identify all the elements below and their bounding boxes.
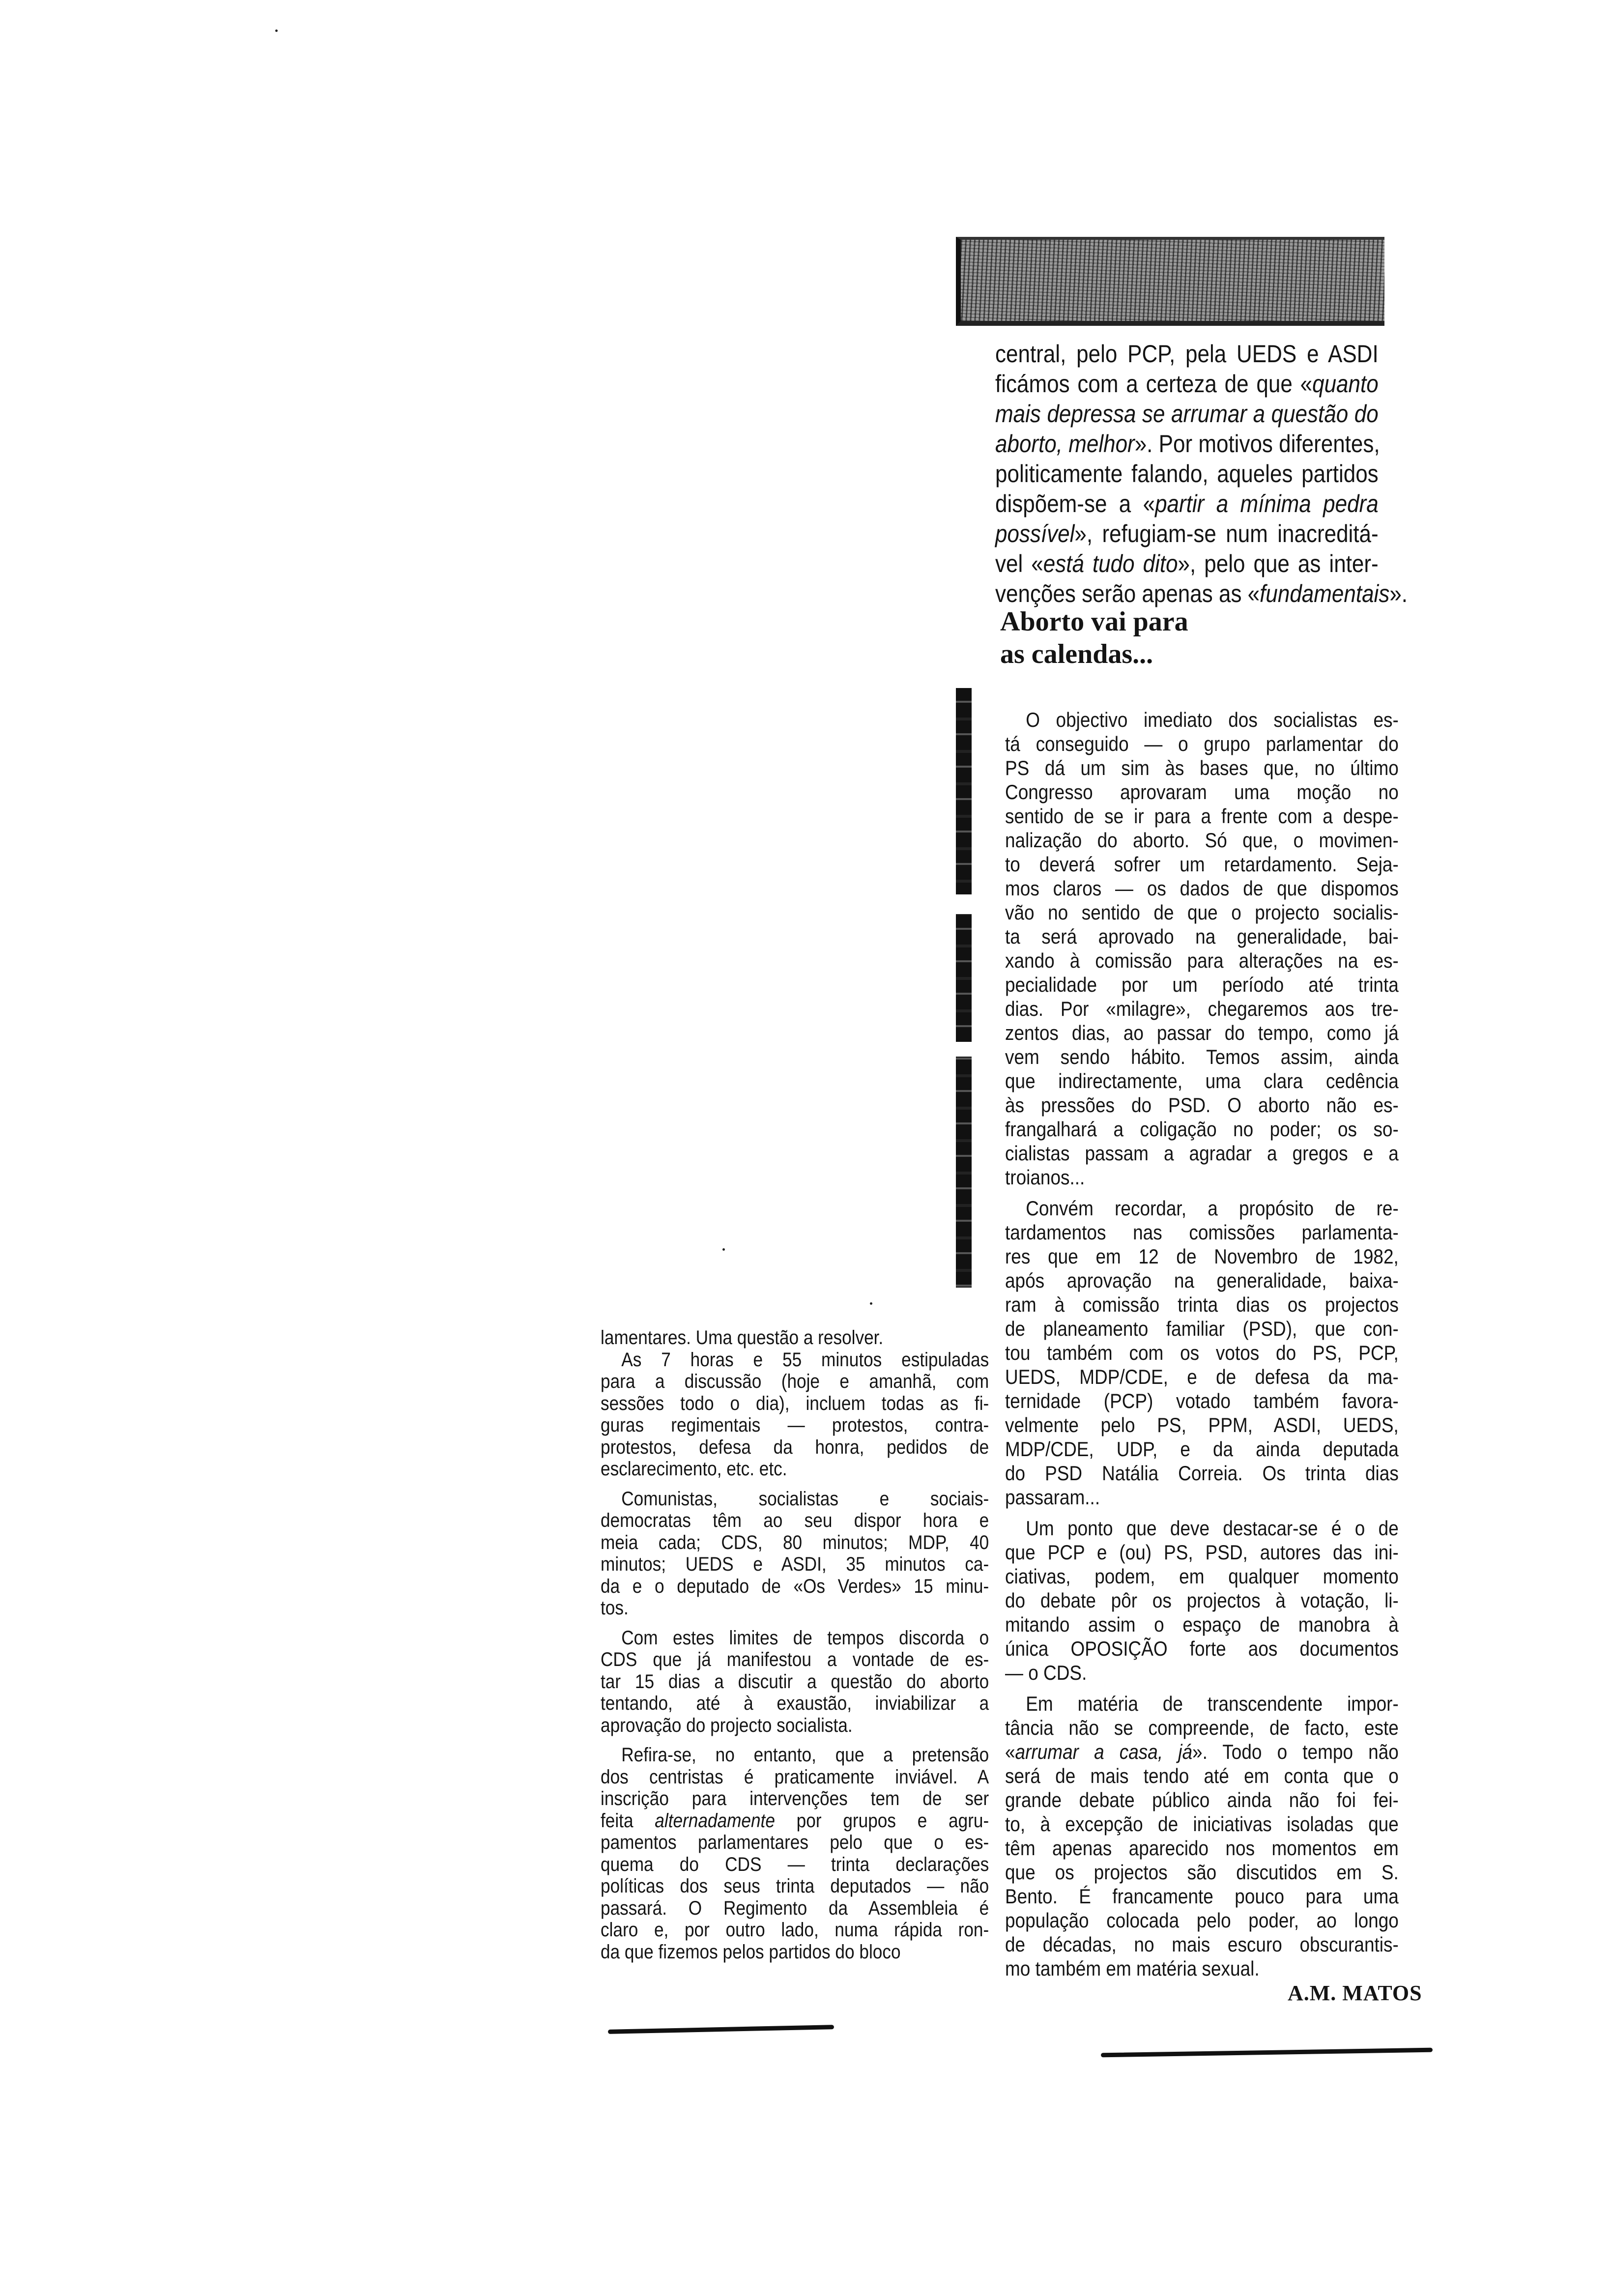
paragraph bbox=[601, 1488, 989, 1619]
text-line bbox=[601, 1693, 989, 1715]
text-line bbox=[1005, 1413, 1399, 1437]
text-line bbox=[995, 519, 1379, 549]
text-line bbox=[601, 1854, 989, 1876]
text-line bbox=[1005, 1812, 1399, 1836]
italic-text: possível bbox=[995, 520, 1075, 547]
text-line bbox=[1005, 780, 1399, 804]
text: Bento. É francamente pouco para uma bbox=[1005, 1885, 1399, 1908]
text: ram à comissão trinta dias os projectos bbox=[1005, 1293, 1399, 1316]
text: que indirectamente, uma clara cedência bbox=[1005, 1069, 1399, 1092]
intro-paragraph-block bbox=[995, 339, 1408, 609]
text-line bbox=[1005, 1389, 1399, 1413]
text: tardamentos nas comissões parlamenta- bbox=[1005, 1221, 1399, 1244]
text: minutos; UEDS e ASDI, 35 minutos ca- bbox=[601, 1553, 989, 1575]
italic-text: arrumar a casa, já bbox=[1015, 1740, 1193, 1763]
text-line bbox=[1005, 708, 1399, 732]
text: frangalhará a coligação no poder; os so- bbox=[1005, 1118, 1399, 1141]
text-line bbox=[1005, 1692, 1399, 1716]
text-line bbox=[601, 1576, 989, 1598]
text-line bbox=[1005, 732, 1399, 756]
text: passará. O Regimento da Assembleia é bbox=[601, 1897, 989, 1919]
text-line bbox=[1005, 876, 1399, 900]
text-line bbox=[1005, 1069, 1399, 1093]
closing-rule-left bbox=[608, 2025, 834, 2034]
text: res que em 12 de Novembro de 1982, bbox=[1005, 1245, 1399, 1268]
text: to deverá sofrer um retardamento. Seja- bbox=[1005, 853, 1399, 876]
text-line bbox=[601, 1597, 989, 1619]
text: tá conseguido — o grupo parlamentar do bbox=[1005, 732, 1399, 755]
text: ternidade (PCP) votado também favora- bbox=[1005, 1389, 1399, 1412]
text-line bbox=[995, 399, 1379, 429]
text: políticas dos seus trinta deputados — não bbox=[601, 1875, 989, 1897]
text: às pressões do PSD. O aborto não es- bbox=[1005, 1093, 1399, 1117]
text-line bbox=[601, 1327, 989, 1349]
text-line bbox=[601, 1371, 989, 1393]
text-line bbox=[601, 1488, 989, 1510]
text-line bbox=[995, 339, 1379, 369]
text: meia cada; CDS, 80 minutos; MDP, 40 bbox=[601, 1531, 989, 1553]
text-line bbox=[1005, 1860, 1399, 1884]
text: ta será aprovado na generalidade, bai- bbox=[1005, 925, 1399, 948]
text: de décadas, no mais escuro obscurantis- bbox=[1005, 1933, 1399, 1956]
text: tentando, até à exaustão, inviabilizar a bbox=[601, 1693, 989, 1714]
text: ficámos com a certeza de que « bbox=[995, 370, 1313, 398]
column-divider-bar bbox=[956, 688, 972, 1288]
text: Convém recordar, a propósito de re- bbox=[1026, 1197, 1399, 1220]
italic-text: está tudo dito bbox=[1043, 550, 1178, 577]
text: « bbox=[1005, 1740, 1015, 1763]
text: O objectivo imediato dos socialistas es- bbox=[1026, 708, 1399, 731]
text: que os projectos são discutidos em S. bbox=[1005, 1861, 1399, 1884]
text: Congresso aprovaram uma moção no bbox=[1005, 780, 1399, 804]
text: de planeamento familiar (PSD), que con- bbox=[1005, 1317, 1399, 1340]
paragraph bbox=[601, 1327, 989, 1349]
text: venções serão apenas as « bbox=[995, 580, 1260, 607]
text: quema do CDS — trinta declarações bbox=[601, 1853, 989, 1875]
text: Refira-se, no entanto, que a pretensão bbox=[621, 1744, 989, 1766]
text: — o CDS. bbox=[1005, 1661, 1087, 1684]
divider-gap bbox=[956, 894, 972, 914]
text-line bbox=[995, 369, 1379, 399]
text-line bbox=[1005, 1956, 1399, 1980]
text-line bbox=[601, 1414, 989, 1436]
italic-text: partir a mínima pedra bbox=[1155, 490, 1379, 517]
text: inscrição para intervenções tem de ser bbox=[601, 1788, 989, 1809]
text: da que fizemos pelos partidos do bloco bbox=[601, 1941, 901, 1963]
text-line bbox=[1005, 756, 1399, 780]
text-line bbox=[601, 1788, 989, 1810]
left-text-column bbox=[601, 1327, 989, 1963]
text: UEDS, MDP/CDE, e de defesa da ma- bbox=[1005, 1365, 1399, 1388]
text: do debate pôr os projectos à votação, li- bbox=[1005, 1589, 1399, 1612]
text: do PSD Natália Correia. Os trinta dias bbox=[1005, 1462, 1399, 1485]
text: claro e, por outro lado, numa rápida ron- bbox=[601, 1919, 989, 1941]
text-line bbox=[1005, 1341, 1399, 1365]
paragraph bbox=[601, 1349, 989, 1480]
text: vel « bbox=[995, 550, 1043, 577]
text-line bbox=[1005, 1437, 1399, 1461]
text-line bbox=[1005, 804, 1399, 828]
scan-speck bbox=[870, 1302, 872, 1305]
text: mitando assim o espaço de manobra à bbox=[1005, 1613, 1399, 1636]
text: ». Todo o tempo não bbox=[1192, 1740, 1399, 1763]
text: feita bbox=[601, 1809, 655, 1832]
text: para a discussão (hoje e amanhã, com bbox=[601, 1371, 989, 1392]
italic-text: mais depressa se arrumar a questão do bbox=[995, 400, 1379, 428]
text-line bbox=[1005, 900, 1399, 924]
text: politicamente falando, aqueles partidos bbox=[995, 460, 1379, 488]
text-line bbox=[601, 1510, 989, 1532]
text-line bbox=[995, 459, 1379, 489]
text: guras regimentais — protestos, contra- bbox=[601, 1414, 989, 1436]
text: pamentos parlamentares pelo que o es- bbox=[601, 1832, 989, 1853]
text: por grupos e agru- bbox=[775, 1809, 989, 1832]
text: pecialidade por um período até trinta bbox=[1005, 973, 1399, 996]
text: esclarecimento, etc. etc. bbox=[601, 1458, 787, 1480]
text: aprovação do projecto socialista. bbox=[601, 1714, 853, 1736]
headline-line-1: Aborto vai para bbox=[1000, 606, 1188, 637]
text-line bbox=[1005, 1365, 1399, 1389]
text-line bbox=[601, 1349, 989, 1371]
italic-text: aborto, melhor bbox=[995, 430, 1135, 458]
text: tar 15 dias a discutir a questão do aborto bbox=[601, 1670, 989, 1693]
text: CDS que já manifestou a vontade de es- bbox=[601, 1649, 989, 1670]
text: tância não se compreende, de facto, este bbox=[1005, 1716, 1399, 1739]
paragraph bbox=[1005, 1692, 1399, 1980]
text-line bbox=[1005, 1220, 1399, 1244]
text-line bbox=[1005, 1612, 1399, 1636]
text-line bbox=[601, 1393, 989, 1415]
text-line bbox=[601, 1941, 989, 1963]
text-line bbox=[1005, 997, 1399, 1021]
text: ciativas, podem, em qualquer momento bbox=[1005, 1565, 1399, 1588]
text-line bbox=[601, 1553, 989, 1576]
text: população colocada pelo poder, ao longo bbox=[1005, 1909, 1399, 1932]
text-line bbox=[1005, 1884, 1399, 1908]
text: tou também com os votos do PS, PCP, bbox=[1005, 1341, 1399, 1364]
paragraph bbox=[1005, 1196, 1399, 1509]
text-line bbox=[1005, 1516, 1399, 1540]
text: têm apenas aparecido nos momentos em bbox=[1005, 1837, 1399, 1860]
text: sentido de se ir para a frente com a despe- bbox=[1005, 804, 1399, 828]
text-line bbox=[1005, 1836, 1399, 1860]
text: única OPOSIÇÃO forte aos documentos bbox=[1005, 1637, 1399, 1660]
text: ». Por motivos diferentes, bbox=[1134, 430, 1380, 458]
text-line bbox=[601, 1875, 989, 1897]
text: », pelo que as inter- bbox=[1178, 550, 1379, 577]
text-line bbox=[1005, 1268, 1399, 1292]
text-line bbox=[1005, 924, 1399, 948]
text: será de mais tendo até em conta que o bbox=[1005, 1764, 1399, 1787]
text-line bbox=[1005, 1485, 1399, 1509]
text: central, pelo PCP, pela UEDS e ASDI bbox=[995, 340, 1379, 368]
text-line bbox=[601, 1671, 989, 1693]
text: mos claros — os dados de que dispomos bbox=[1005, 877, 1399, 900]
italic-text: fundamentais bbox=[1260, 580, 1390, 607]
text: grande debate público ainda não foi fei- bbox=[1005, 1788, 1399, 1811]
article-headline bbox=[1000, 605, 1188, 670]
text-line bbox=[1005, 1716, 1399, 1740]
scan-speck bbox=[275, 29, 278, 32]
text-line bbox=[601, 1532, 989, 1554]
text: zentos dias, ao passar do tempo, como já bbox=[1005, 1021, 1399, 1044]
author-byline: A.M. MATOS bbox=[1288, 1981, 1422, 2005]
closing-rule-right bbox=[1101, 2048, 1433, 2058]
text-line bbox=[1005, 1045, 1399, 1069]
text: que PCP e (ou) PS, PSD, autores das ini- bbox=[1005, 1541, 1399, 1564]
text: PS dá um sim às bases que, no último bbox=[1005, 756, 1399, 779]
divider-gap bbox=[956, 1042, 972, 1057]
text-line bbox=[1005, 1461, 1399, 1485]
text: após aprovação na generalidade, baixa- bbox=[1005, 1269, 1399, 1292]
text-line bbox=[1005, 1764, 1399, 1788]
text-line bbox=[1005, 1564, 1399, 1588]
text-line bbox=[1005, 1317, 1399, 1341]
text-line bbox=[1005, 1292, 1399, 1317]
text: dos centristas é praticamente inviável. A bbox=[601, 1766, 989, 1788]
text-line bbox=[1005, 852, 1399, 876]
text-line bbox=[1005, 1540, 1399, 1564]
text: tos. bbox=[601, 1597, 629, 1619]
text: democratas têm ao seu dispor hora e bbox=[601, 1510, 989, 1531]
text: vem sendo hábito. Temos assim, ainda bbox=[1005, 1045, 1399, 1068]
text-line bbox=[1005, 1165, 1399, 1189]
text: dias. Por «milagre», chegaremos aos tre- bbox=[1005, 997, 1399, 1020]
italic-text: quanto bbox=[1312, 370, 1379, 398]
paragraph bbox=[601, 1627, 989, 1737]
text-line bbox=[601, 1627, 989, 1649]
text: », refugiam-se num inacreditá- bbox=[1074, 520, 1379, 547]
text: Com estes limites de tempos discorda o bbox=[621, 1627, 989, 1649]
text: nalização do aborto. Só que, o movimen- bbox=[1005, 829, 1399, 852]
paragraph bbox=[1005, 708, 1399, 1189]
text: vão no sentido de que o projecto socialis- bbox=[1005, 901, 1399, 924]
text-line bbox=[601, 1919, 989, 1941]
text: Em matéria de transcendente impor- bbox=[1026, 1692, 1399, 1715]
text-line bbox=[601, 1436, 989, 1459]
headline-line-2: as calendas... bbox=[1000, 639, 1153, 669]
right-text-column bbox=[1005, 708, 1399, 1980]
text-line bbox=[995, 489, 1379, 519]
text-line bbox=[601, 1766, 989, 1788]
text-line bbox=[1005, 1141, 1399, 1165]
text: MDP/CDE, UDP, e da ainda deputada bbox=[1005, 1437, 1399, 1461]
text: troianos... bbox=[1005, 1166, 1085, 1189]
text: mo também em matéria sexual. bbox=[1005, 1957, 1260, 1980]
text-line bbox=[1005, 1021, 1399, 1045]
text: ». bbox=[1389, 580, 1408, 607]
text: to, à excepção de iniciativas isoladas que bbox=[1005, 1812, 1399, 1836]
text-line bbox=[1005, 948, 1399, 973]
text: dispõem-se a « bbox=[995, 490, 1155, 517]
text-line bbox=[601, 1649, 989, 1671]
text-line bbox=[601, 1458, 989, 1480]
text-line bbox=[995, 579, 1408, 609]
paragraph bbox=[1005, 1516, 1399, 1685]
halftone-photo-strip bbox=[956, 237, 1384, 326]
text-line bbox=[1005, 1117, 1399, 1141]
scan-speck bbox=[722, 1248, 725, 1251]
text-line bbox=[1005, 828, 1399, 852]
text: velmente pelo PS, PPM, ASDI, UEDS, bbox=[1005, 1413, 1399, 1436]
italic-text: alternadamente bbox=[655, 1809, 775, 1832]
text: Um ponto que deve destacar-se é o de bbox=[1026, 1517, 1399, 1540]
text-line bbox=[1005, 1588, 1399, 1612]
paragraph bbox=[995, 339, 1408, 609]
text: lamentares. Uma questão a resolver. bbox=[601, 1327, 884, 1349]
text-line bbox=[601, 1715, 989, 1737]
text-line bbox=[1005, 1636, 1399, 1661]
text: xando à comissão para alterações na es- bbox=[1005, 949, 1399, 972]
text: da e o deputado de «Os Verdes» 15 minu- bbox=[601, 1575, 989, 1597]
text: passaram... bbox=[1005, 1486, 1100, 1509]
text-line bbox=[1005, 1196, 1399, 1220]
text-line bbox=[601, 1810, 989, 1832]
text-line bbox=[1005, 1788, 1399, 1812]
text: cialistas passam a agradar a gregos e a bbox=[1005, 1142, 1399, 1165]
text-line bbox=[601, 1897, 989, 1920]
text-line bbox=[995, 549, 1379, 579]
paragraph bbox=[601, 1744, 989, 1963]
text-line bbox=[1005, 973, 1399, 997]
text: sessões todo o dia), incluem todas as fi- bbox=[601, 1392, 989, 1414]
text-line bbox=[995, 429, 1379, 459]
text-line bbox=[1005, 1093, 1399, 1117]
text-line bbox=[601, 1832, 989, 1854]
text-line bbox=[1005, 1661, 1399, 1685]
text-line bbox=[601, 1744, 989, 1766]
text-line bbox=[1005, 1244, 1399, 1268]
text-line bbox=[1005, 1740, 1399, 1764]
text: As 7 horas e 55 minutos estipuladas bbox=[621, 1349, 989, 1371]
text: protestos, defesa da honra, pedidos de bbox=[601, 1436, 989, 1458]
text: Comunistas, socialistas e sociais- bbox=[621, 1488, 989, 1510]
text-line bbox=[1005, 1932, 1399, 1956]
text-line bbox=[1005, 1908, 1399, 1932]
